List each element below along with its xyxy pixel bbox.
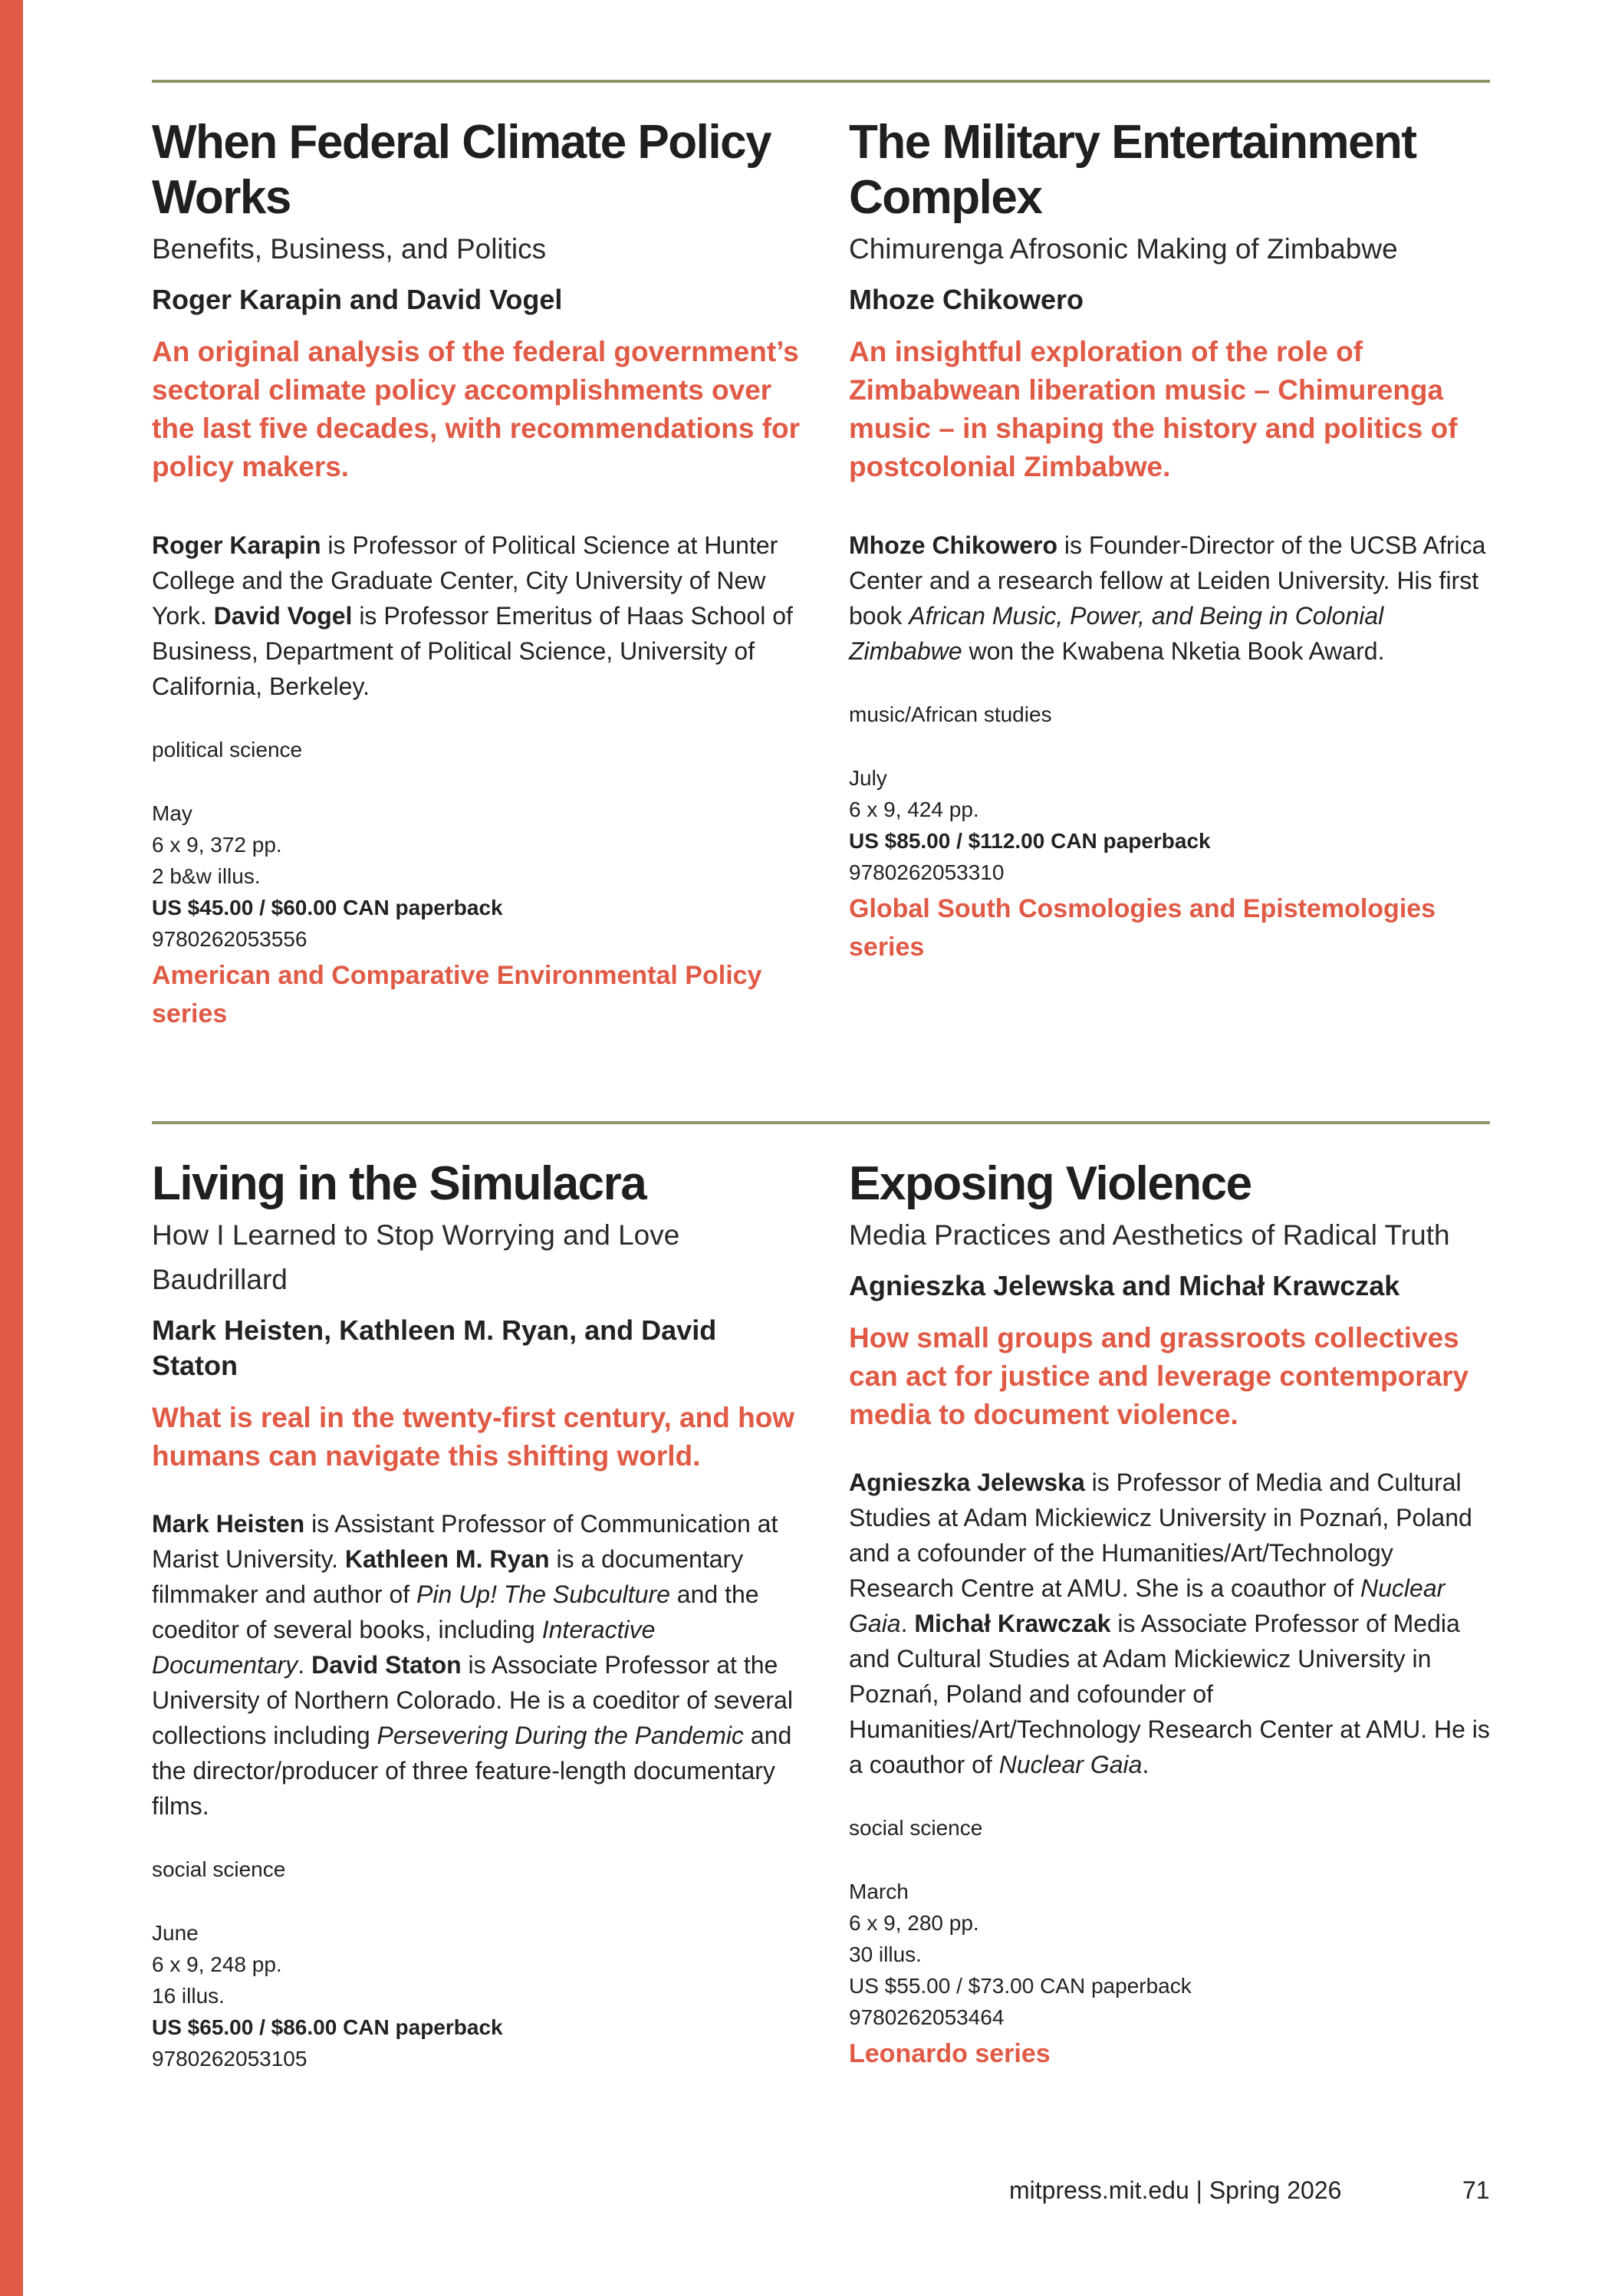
book-price: US $55.00 / $73.00 CAN paperback [849,1974,1192,1998]
page-number: 71 [1462,2176,1490,2204]
book-isbn: 9780262053105 [152,2047,308,2071]
book-format: 6 x 9, 280 pp. [849,1911,979,1935]
book-blurb: An insightful exploration of the role of Zimbabwean liberation music – Chimurenga music – in shaping the history and politics of postcolonial Zimbabwe. [849,336,1458,482]
bio-segment: and the director/producer of three feature-length documentary films. [152,1722,792,1820]
book-price: US $45.00 / $60.00 CAN paperback [152,896,503,919]
pub-month: July [849,766,887,790]
illustrations: 2 b&w illus. [152,864,261,888]
book-subtitle: Benefits, Business, and Politics [152,233,547,265]
book-entry [849,115,1501,966]
bio-segment: Persevering During the Pandemic [377,1722,744,1749]
book-entry [849,1156,1508,2073]
bio-segment: and the coeditor of several books, including [152,1581,759,1643]
book-title: Exposing Violence [849,1157,1251,1210]
book-authors: Mark Heisten, Kathleen M. Ryan, and David Staton [152,1314,717,1381]
author-bio [849,1465,1493,1782]
pub-month: June [152,1921,199,1945]
bio-segment: is Professor of Political Science at Hunter College and the Graduate Center, City University of New York. [152,531,778,630]
bio-segment: is Professor Emeritus of Haas School of Business, Department of Political Science, University of California, Berkeley. [152,602,793,700]
illustrations: 30 illus. [849,1942,922,1966]
bio-segment: is Assistant Professor of Communication at Marist University. [152,1510,778,1573]
book-isbn: 9780262053556 [152,927,308,951]
pub-month: May [152,801,192,825]
bio-segment: Nuclear Gaia [998,1751,1143,1778]
book-blurb: How small groups and grassroots collectives can act for justice and leverage contemporary media to document violence. [849,1322,1469,1430]
bio-segment: African Music, Power, and Being in Colonial Zimbabwe [849,602,1384,665]
book-authors: Roger Karapin and David Vogel [152,284,563,315]
subject-category: social science [152,1857,286,1881]
subject-category: music/African studies [849,702,1052,726]
bio-segment: Mhoze Chikowero [849,531,1058,559]
bio-segment: David Staton [311,1651,462,1679]
book-authors: Mhoze Chikowero [849,284,1084,315]
book-series-link[interactable]: Leonardo series [849,2039,1051,2068]
book-entry [152,1156,804,2074]
book-blurb: What is real in the twenty-first century, and how humans can navigate this shifting world. [152,1402,795,1472]
book-subtitle: Chimurenga Afrosonic Making of Zimbabwe [849,233,1398,265]
middle-divider [152,1121,1490,1124]
subject-category: social science [849,1816,983,1840]
author-bio [849,528,1501,669]
bio-segment: is Associate Professor at the University of Northern Colorado. He is a coeditor of several collections including [152,1651,793,1749]
book-isbn: 9780262053464 [849,2005,1005,2029]
book-authors: Agnieszka Jelewska and Michał Krawczak [849,1270,1400,1301]
bio-segment: is a documentary filmmaker and author of [152,1545,744,1608]
bio-segment: Nuclear Gaia [849,1574,1445,1637]
book-price: US $65.00 / $86.00 CAN paperback [152,2015,503,2039]
book-title: The Military Entertainment Complex [849,116,1416,224]
book-format: 6 x 9, 248 pp. [152,1952,282,1976]
author-bio [152,1506,804,1824]
footer-site: mitpress.mit.edu | Spring 2026 [1009,2176,1342,2204]
bio-segment: Roger Karapin [152,531,321,559]
bio-segment: Pin Up! The Subculture [416,1581,670,1608]
bio-segment: . [1142,1751,1149,1778]
bio-segment: is Associate Professor of Media and Cultural Studies at Adam Mickiewicz University in Poznań, Poland and cofounder of Humanities/Art/Technology Research Center at AMU. He is a coauthor of [849,1610,1490,1778]
book-entry [152,115,804,1033]
book-price: US $85.00 / $112.00 CAN paperback [849,829,1211,853]
bio-segment: . [900,1610,915,1637]
book-title: When Federal Climate Policy Works [152,116,771,224]
side-accent-bar [0,0,23,2296]
book-format: 6 x 9, 372 pp. [152,833,282,857]
book-specs [849,1876,1508,2033]
bio-segment: Agnieszka Jelewska [849,1469,1085,1496]
bio-segment: Mark Heisten [152,1510,305,1538]
book-blurb: An original analysis of the federal government’s sectoral climate policy accomplishments over the last five decades, with recommendations for policy makers. [152,336,801,482]
pub-month: March [849,1880,909,1903]
bio-segment: . [298,1651,312,1679]
top-divider [152,80,1490,83]
bio-segment: won the Kwabena Nketia Book Award. [962,637,1385,665]
bio-segment: David Vogel [213,602,353,630]
subject-category: political science [152,738,303,761]
bio-segment: Michał Krawczak [914,1610,1111,1637]
book-subtitle: How I Learned to Stop Worrying and Love Baudrillard [152,1219,680,1295]
book-series-link[interactable]: Global South Cosmologies and Epistemologies series [849,894,1436,962]
bio-segment: is Founder-Director of the UCSB Africa Center and a research fellow at Leiden University. His first book [849,531,1486,630]
bio-segment: Kathleen M. Ryan [344,1545,550,1573]
author-bio [152,528,804,704]
bio-segment: Interactive Documentary [152,1616,656,1679]
book-isbn: 9780262053310 [849,860,1005,884]
book-series-link[interactable]: American and Comparative Environmental Policy series [152,961,762,1028]
book-specs [152,798,804,955]
illustrations: 16 illus. [152,1984,225,2008]
book-specs [152,1917,804,2074]
book-title: Living in the Simulacra [152,1157,646,1210]
book-specs [849,762,1501,888]
book-format: 6 x 9, 424 pp. [849,798,979,821]
bio-segment: is Professor of Media and Cultural Studies at Adam Mickiewicz University in Poznań, Poland and a cofounder of the Humanities/Art/Technology Research Centre at AMU. She is a coauthor of [849,1469,1472,1602]
book-subtitle: Media Practices and Aesthetics of Radical Truth [849,1219,1450,1251]
